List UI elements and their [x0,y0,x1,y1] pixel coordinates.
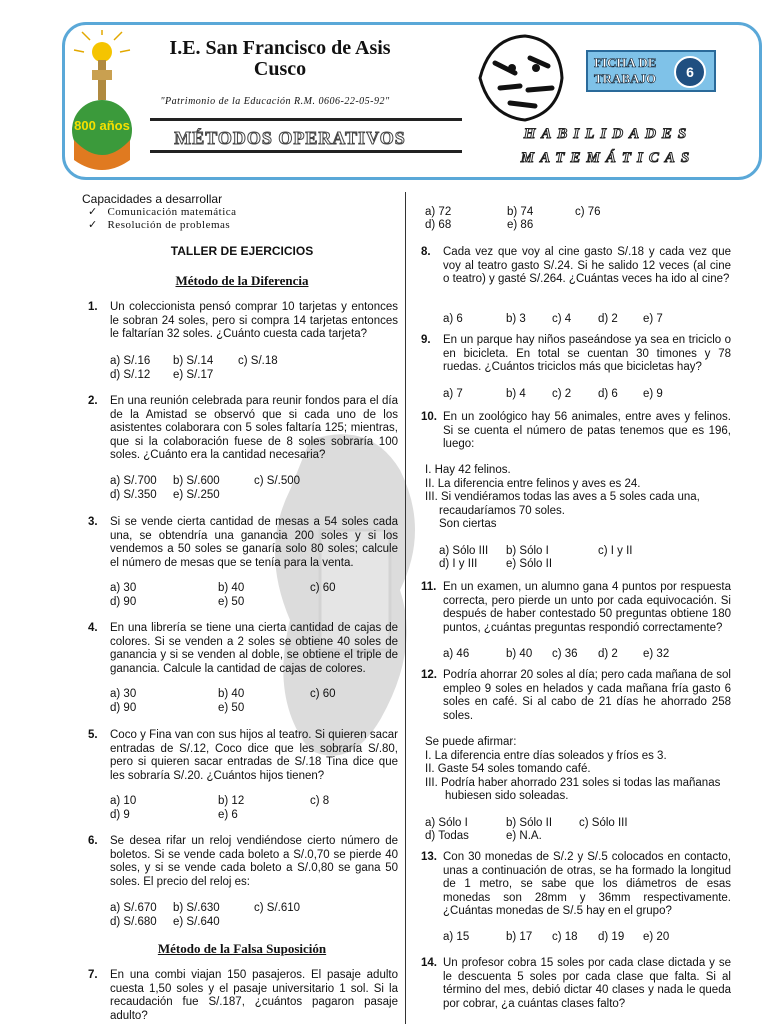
lion-watermark [250,420,450,780]
capacidades-title: Capacidades a desarrollar [82,192,223,206]
school-name [130,38,430,80]
capacidad-label: Comunicación matemática [107,206,237,218]
option: a) 46 [443,648,470,660]
statement: II. La diferencia entre felinos y aves es 24. [425,477,641,490]
option: a) Sólo I [425,817,468,829]
option: d) 90 [110,702,137,714]
question-number: 7. [88,969,98,981]
option: b) S/.600 [173,475,220,487]
ficha-badge [586,50,716,92]
option: c) I y II [598,545,633,557]
option: c) 60 [310,582,336,594]
question-number: 5. [88,729,98,741]
question-number: 6. [88,835,98,847]
question-text: Un coleccionista pensó comprar 10 tarjetas y entonces le sobran 24 soles, pero si compra 14 tarjetas entonces le faltarían 32 soles. ¿Cuánto cuesta cada tarjeta? [110,301,398,340]
matematicas-title: MATEMÁTICAS [520,150,696,166]
option: d) 19 [598,931,625,943]
option: d) S/.12 [110,369,151,381]
option: e) Sólo II [506,558,553,570]
option: e) S/.17 [173,369,214,381]
option: b) 40 [506,648,533,660]
option: a) 15 [443,931,470,943]
question-number: 10. [421,411,437,423]
statement-intro: Se puede afirmar: [425,736,517,748]
option: c) S/.18 [238,355,278,367]
option: e) 50 [218,702,245,714]
option: a) 30 [110,688,137,700]
option: e) 50 [218,596,245,608]
statement: II. Gaste 54 soles tomando café. [425,763,591,775]
option: b) Sólo I [506,545,549,557]
option: b) 3 [506,313,526,325]
option: b) 40 [218,688,245,700]
habilidades-title: HABILIDADES [523,126,693,142]
option: a) 6 [443,313,463,325]
capacidad-item: ✓ Resolución de problemas [88,219,231,231]
patrimonio-caption: "Patrimonio de la Educación R.M. 0606-22-05-92" [160,96,390,107]
statement-tail: Son ciertas [439,518,497,530]
question-text: En un parque hay niños paseándose ya sea en triciclo o en bicicleta. En total se cuentan 30 timones y 78 ruedas. ¿Cuántos triciclos más que bicicletas hay? [443,334,731,373]
option: a) S/.16 [110,355,151,367]
option: b) S/.14 [173,355,214,367]
option: c) S/.610 [254,902,301,914]
question-text: En una combi viajan 150 pasajeros. El pasaje adulto cuesta 1,50 soles y el pasaje universitario 1 sol. Si la recaudación fue S/.187, ¿cuántos pagaron pasaje adulto? [110,969,398,1022]
question-number: 9. [421,334,431,346]
option: e) 6 [218,809,238,821]
question-text: En un zoológico hay 56 animales, entre aves y felinos. Si se cuenta el número de patas tenemos que es 196, luego: [443,411,731,450]
capacidad-label: Resolución de problemas [107,219,231,231]
question-number: 13. [421,851,437,863]
question-number: 8. [421,246,431,258]
question-number: 4. [88,622,98,634]
option: e) 86 [507,219,534,231]
statement-list [425,736,731,804]
option: c) 76 [575,206,601,218]
option: b) Sólo II [506,817,553,829]
option: c) S/.500 [254,475,301,487]
option: c) 60 [310,688,336,700]
taller-title: TALLER DE EJERCICIOS [170,244,314,258]
crest-label: 800 años [74,118,130,133]
option: a) 7 [443,388,463,400]
tiger-logo [470,28,570,128]
option: d) S/.350 [110,489,157,501]
column-divider [405,192,406,1024]
option: d) S/.680 [110,916,157,928]
option: c) 36 [552,648,578,660]
option: e) 7 [643,313,663,325]
option: c) 4 [552,313,572,325]
statement-list [425,464,731,532]
question-number: 12. [421,669,437,681]
option: b) 17 [506,931,533,943]
ficha-label: FICHA DE TRABAJO [594,55,657,86]
section-title-diferencia: Método de la Diferencia [175,273,309,288]
option: d) 2 [598,313,618,325]
question-text: Un profesor cobra 15 soles por cada clase dictada y se le descuenta 5 soles por cada clase que falta. Si al término del mes, debió dictar 40 clases y nada le queda por cobrar, ¿a cuántas clases falto? [443,957,731,1010]
capacidad-item: ✓ Comunicación matemática [88,206,237,218]
question-number: 11. [421,581,437,593]
statement: I. La diferencia entre días soleados y fríos es 3. [425,749,667,762]
question-number: 14. [421,957,437,969]
option: a) S/.670 [110,902,157,914]
option: e) S/.640 [173,916,220,928]
option: a) S/.700 [110,475,157,487]
question-number: 1. [88,301,98,313]
question-text: Podría ahorrar 20 soles al día; pero cada mañana de sol empleo 9 soles en helados y cada mañana fría gasto 6 soles en café. Si al cabo de 21 días he ahorrado 258 soles. [443,669,731,722]
option: e) 9 [643,388,663,400]
option: a) 10 [110,795,137,807]
question-text: En una reunión celebrada para reunir fondos para el día de la Amistad se observó que si cada uno de los asistentes colaborara con 5 soles faltaría 125; mientras, que si la colaboración fuese de 8 soles sobraría 100 soles. ¿Cuánto era la cantidad necesaria? [110,395,398,461]
option: e) S/.250 [173,489,220,501]
option: b) 12 [218,795,245,807]
option: b) S/.630 [173,902,220,914]
option: d) 68 [425,219,452,231]
option: e) N.A. [506,830,542,842]
question-number: 2. [88,395,98,407]
option: d) 90 [110,596,137,608]
option: d) 9 [110,809,130,821]
option: a) 72 [425,206,452,218]
section-title-falsa-suposicion: Método de la Falsa Suposición [157,941,327,956]
school-name-line2: Cusco [253,58,307,80]
option: d) 6 [598,388,618,400]
topic-title: MÉTODOS OPERATIVOS [174,128,406,148]
question-text: En una librería se tiene una cierta cantidad de cajas de colores. Si se venden a 2 soles se obtiene 40 soles de ganancia y si se venden al doble, se obtiene el triple de ganancia. Calcule la cantidad de cajas de colores. [110,622,398,675]
option: c) Sólo III [579,817,628,829]
option: d) 2 [598,648,618,660]
header-rule-bottom [150,150,462,153]
statement: I. Hay 42 felinos. [425,464,511,476]
option: e) 32 [643,648,670,660]
question-text: Si se vende cierta cantidad de mesas a 54 soles cada una, se obtendría una ganancia 200 soles y si los vendemos a 50 soles se ganaría solo 80 soles; calcule el número de mesas que se tenía para la venta. [110,516,398,569]
question-number: 3. [88,516,98,528]
option: b) 4 [506,388,526,400]
question-text: En un examen, un alumno gana 4 puntos por respuesta correcta, pero pierde un unto por cada equivocación. Si después de haber contestado 50 preguntas obtiene 180 puntos, ¿cuántas preguntas respondió correctamente? [443,581,731,634]
option: b) 74 [507,206,534,218]
question-text: Se desea rifar un reloj vendiéndose cierto número de boletos. Si se vende cada boleto a S/.0,70 se pierde 40 soles, y si se vende cada boleto a S/.0,80 se gana 50 soles. El precio del reloj es: [110,835,398,888]
option: a) 30 [110,582,137,594]
school-name-line1: I.E. San Francisco de Asis [169,37,391,59]
option: b) 40 [218,582,245,594]
header-rule-top [150,118,462,121]
option: d) Todas [425,830,469,842]
statement: III. Podría haber ahorrado 231 soles si todas las mañanas hubiesen sido soleadas. [425,776,721,802]
option: c) 2 [552,388,572,400]
option: c) 8 [310,795,330,807]
option: a) Sólo III [439,545,489,557]
option: e) 20 [643,931,670,943]
option: d) I y III [439,558,478,570]
question-text: Con 30 monedas de S/.2 y S/.5 colocados en contacto, unas a continuación de otras, se ha formado la longitud de 1 metro, se sabe que los diámetros de esas monedas son 28mm y 36mm respectivamente. ¿Cuántas monedas de S/.5 hay en el grupo? [443,851,731,917]
school-crest-logo [70,30,134,170]
question-text: Cada vez que voy al cine gasto S/.18 y cada vez que voy al teatro gasto S/.24. Si he salido 12 veces (al cine o teatro) y gasté S/.264. ¿Cuántas veces ha ido al cine? [443,246,731,285]
statement: III. Si vendiéramos todas las aves a 5 soles cada una, recaudaríamos 70 soles. [425,491,700,517]
ficha-number: 6 [674,56,706,88]
question-text: Coco y Fina van con sus hijos al teatro. Si quieren sacar entradas de S/.12, Coco dice que les sobraría S/.80, pero si quieren sacar entradas de S/.18 Tina dice que les sobraría S/.20. ¿Cuántos hijos tienen? [110,729,398,782]
option: c) 18 [552,931,578,943]
